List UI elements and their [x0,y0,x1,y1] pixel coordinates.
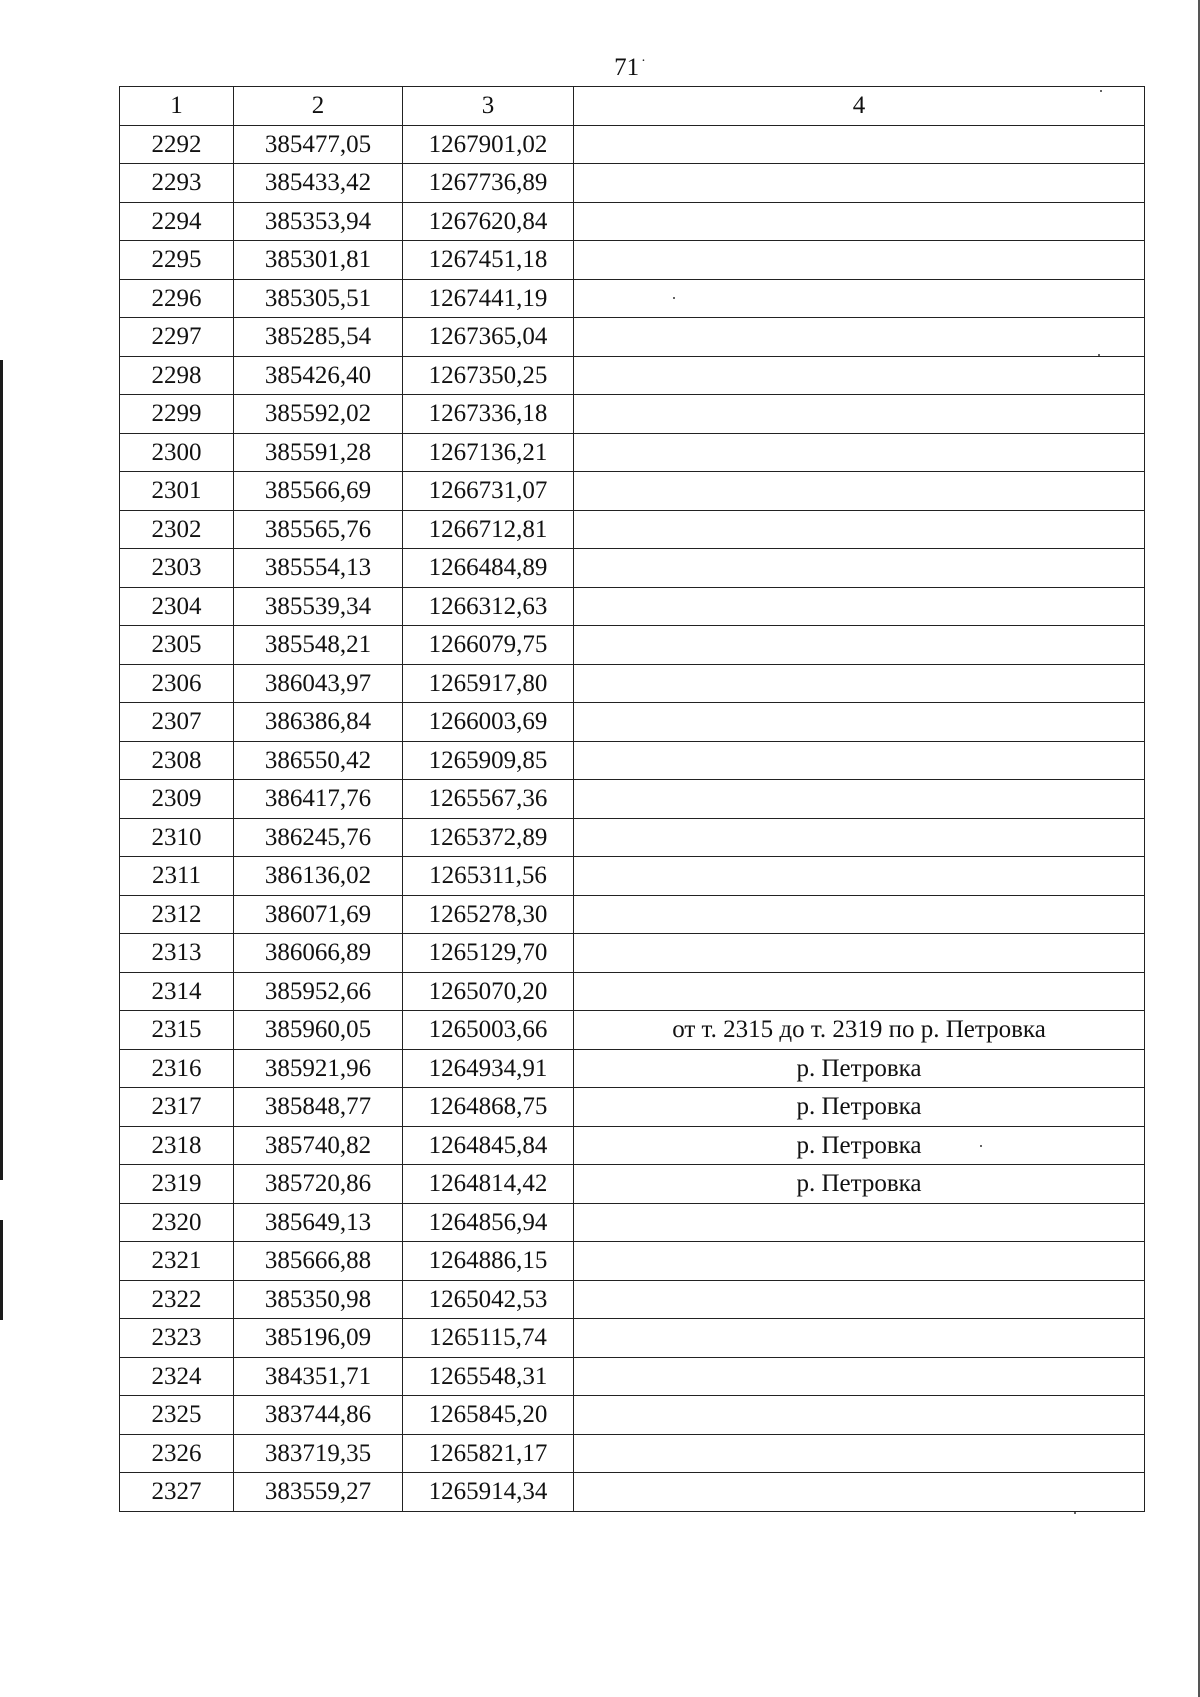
point-number-cell: 2292 [120,125,234,164]
y-coordinate-cell: 1267451,18 [403,241,574,280]
point-number-cell: 2301 [120,472,234,511]
x-coordinate-cell: 385285,54 [234,318,403,357]
y-coordinate-cell: 1265909,85 [403,741,574,780]
table-row [120,318,1145,357]
table-header-row [120,87,1145,126]
x-coordinate-cell: 386043,97 [234,664,403,703]
x-coordinate-cell: 385566,69 [234,472,403,511]
point-number-cell: 2324 [120,1357,234,1396]
y-coordinate-cell: 1265821,17 [403,1434,574,1473]
table-row [120,972,1145,1011]
x-coordinate-cell: 385649,13 [234,1203,403,1242]
description-cell [574,703,1145,742]
y-coordinate-cell: 1266079,75 [403,626,574,665]
point-number-cell: 2298 [120,356,234,395]
x-coordinate-cell: 383744,86 [234,1396,403,1435]
table-row [120,895,1145,934]
y-coordinate-cell: 1264814,42 [403,1165,574,1204]
y-coordinate-cell: 1265042,53 [403,1280,574,1319]
point-number-cell: 2322 [120,1280,234,1319]
description-cell [574,664,1145,703]
point-number-cell: 2313 [120,934,234,973]
point-number-cell: 2296 [120,279,234,318]
description-cell [574,1473,1145,1512]
y-coordinate-cell: 1265070,20 [403,972,574,1011]
y-coordinate-cell: 1265917,80 [403,664,574,703]
table-row [120,741,1145,780]
description-cell: от т. 2315 до т. 2319 по р. Петровка [574,1011,1145,1050]
x-coordinate-cell: 385848,77 [234,1088,403,1127]
x-coordinate-cell: 383559,27 [234,1473,403,1512]
point-number-cell: 2306 [120,664,234,703]
table-row [120,780,1145,819]
x-coordinate-cell: 385921,96 [234,1049,403,1088]
point-number-cell: 2327 [120,1473,234,1512]
y-coordinate-cell: 1267736,89 [403,164,574,203]
y-coordinate-cell: 1267901,02 [403,125,574,164]
description-cell [574,433,1145,472]
table-row [120,1396,1145,1435]
description-cell [574,125,1145,164]
y-coordinate-cell: 1267350,25 [403,356,574,395]
y-coordinate-cell: 1266484,89 [403,549,574,588]
description-cell [574,241,1145,280]
y-coordinate-cell: 1264868,75 [403,1088,574,1127]
table-row [120,1088,1145,1127]
table-row [120,664,1145,703]
page-number-mark: · [641,54,646,69]
y-coordinate-cell: 1267136,21 [403,433,574,472]
table-row [120,1280,1145,1319]
point-number-cell: 2319 [120,1165,234,1204]
table-header [120,87,1145,126]
column-header-1: 1 [120,87,234,126]
table-row [120,125,1145,164]
description-cell [574,356,1145,395]
x-coordinate-cell: 385960,05 [234,1011,403,1050]
table-row [120,1165,1145,1204]
x-coordinate-cell: 386066,89 [234,934,403,973]
description-cell [574,972,1145,1011]
scan-speck [1074,1512,1076,1514]
table-row [120,587,1145,626]
table-row [120,549,1145,588]
description-cell [574,1396,1145,1435]
point-number-cell: 2304 [120,587,234,626]
table-row [120,1357,1145,1396]
table-row [120,1242,1145,1281]
y-coordinate-cell: 1264856,94 [403,1203,574,1242]
description-cell [574,626,1145,665]
table-row [120,934,1145,973]
y-coordinate-cell: 1266003,69 [403,703,574,742]
table-row [120,1319,1145,1358]
description-cell [574,1242,1145,1281]
point-number-cell: 2310 [120,818,234,857]
point-number-cell: 2314 [120,972,234,1011]
page-number-value: 71 [614,54,640,81]
table-row [120,1126,1145,1165]
x-coordinate-cell: 385565,76 [234,510,403,549]
x-coordinate-cell: 383719,35 [234,1434,403,1473]
point-number-cell: 2316 [120,1049,234,1088]
point-number-cell: 2318 [120,1126,234,1165]
description-cell [574,472,1145,511]
table-row [120,1434,1145,1473]
y-coordinate-cell: 1265372,89 [403,818,574,857]
x-coordinate-cell: 385591,28 [234,433,403,472]
x-coordinate-cell: 385548,21 [234,626,403,665]
description-cell: р. Петровка [574,1088,1145,1127]
x-coordinate-cell: 386417,76 [234,780,403,819]
column-header-4: 4 [574,87,1145,126]
scan-edge-left [0,360,3,1180]
description-cell [574,510,1145,549]
x-coordinate-cell: 386071,69 [234,895,403,934]
y-coordinate-cell: 1265548,31 [403,1357,574,1396]
point-number-cell: 2317 [120,1088,234,1127]
description-cell [574,1319,1145,1358]
point-number-cell: 2308 [120,741,234,780]
x-coordinate-cell: 385539,34 [234,587,403,626]
y-coordinate-cell: 1265567,36 [403,780,574,819]
x-coordinate-cell: 385433,42 [234,164,403,203]
x-coordinate-cell: 385740,82 [234,1126,403,1165]
description-cell [574,934,1145,973]
x-coordinate-cell: 385592,02 [234,395,403,434]
table-row [120,1473,1145,1512]
x-coordinate-cell: 386386,84 [234,703,403,742]
description-cell [574,857,1145,896]
y-coordinate-cell: 1267336,18 [403,395,574,434]
point-number-cell: 2303 [120,549,234,588]
table-row [120,433,1145,472]
y-coordinate-cell: 1264886,15 [403,1242,574,1281]
scan-edge-left-lower [0,1220,3,1320]
description-cell [574,587,1145,626]
point-number-cell: 2295 [120,241,234,280]
point-number-cell: 2297 [120,318,234,357]
x-coordinate-cell: 384351,71 [234,1357,403,1396]
point-number-cell: 2311 [120,857,234,896]
x-coordinate-cell: 385426,40 [234,356,403,395]
point-number-cell: 2294 [120,202,234,241]
x-coordinate-cell: 385305,51 [234,279,403,318]
point-number-cell: 2325 [120,1396,234,1435]
table-body [120,125,1145,1511]
x-coordinate-cell: 385554,13 [234,549,403,588]
point-number-cell: 2321 [120,1242,234,1281]
point-number-cell: 2312 [120,895,234,934]
description-cell [574,741,1145,780]
x-coordinate-cell: 386136,02 [234,857,403,896]
description-cell [574,318,1145,357]
y-coordinate-cell: 1266712,81 [403,510,574,549]
table-row [120,241,1145,280]
description-cell [574,202,1145,241]
x-coordinate-cell: 386245,76 [234,818,403,857]
description-cell [574,164,1145,203]
point-number-cell: 2323 [120,1319,234,1358]
y-coordinate-cell: 1265845,20 [403,1396,574,1435]
description-cell: р. Петровка [574,1049,1145,1088]
x-coordinate-cell: 385477,05 [234,125,403,164]
description-cell [574,895,1145,934]
point-number-cell: 2300 [120,433,234,472]
y-coordinate-cell: 1266312,63 [403,587,574,626]
description-cell [574,1203,1145,1242]
column-header-2: 2 [234,87,403,126]
table-row [120,1203,1145,1242]
description-cell [574,1280,1145,1319]
y-coordinate-cell: 1265129,70 [403,934,574,973]
y-coordinate-cell: 1265311,56 [403,857,574,896]
table-row [120,395,1145,434]
table-row [120,703,1145,742]
x-coordinate-cell: 385353,94 [234,202,403,241]
description-cell [574,279,1145,318]
point-number-cell: 2305 [120,626,234,665]
description-cell [574,1357,1145,1396]
point-number-cell: 2302 [120,510,234,549]
y-coordinate-cell: 1264845,84 [403,1126,574,1165]
table-row [120,1049,1145,1088]
y-coordinate-cell: 1265278,30 [403,895,574,934]
description-cell [574,818,1145,857]
y-coordinate-cell: 1265003,66 [403,1011,574,1050]
point-number-cell: 2307 [120,703,234,742]
y-coordinate-cell: 1267441,19 [403,279,574,318]
coordinates-table [119,86,1145,1512]
point-number-cell: 2326 [120,1434,234,1473]
x-coordinate-cell: 385720,86 [234,1165,403,1204]
description-cell [574,780,1145,819]
y-coordinate-cell: 1267620,84 [403,202,574,241]
x-coordinate-cell: 385301,81 [234,241,403,280]
y-coordinate-cell: 1265914,34 [403,1473,574,1512]
y-coordinate-cell: 1267365,04 [403,318,574,357]
point-number-cell: 2293 [120,164,234,203]
y-coordinate-cell: 1265115,74 [403,1319,574,1358]
table-row [120,510,1145,549]
table-row [120,356,1145,395]
table-row [120,818,1145,857]
description-cell [574,395,1145,434]
y-coordinate-cell: 1266731,07 [403,472,574,511]
x-coordinate-cell: 385196,09 [234,1319,403,1358]
point-number-cell: 2320 [120,1203,234,1242]
x-coordinate-cell: 385952,66 [234,972,403,1011]
table-row [120,626,1145,665]
description-cell: р. Петровка [574,1165,1145,1204]
x-coordinate-cell: 386550,42 [234,741,403,780]
description-cell [574,549,1145,588]
page-number [0,54,1200,82]
table-row [120,279,1145,318]
table-row [120,164,1145,203]
description-cell [574,1434,1145,1473]
point-number-cell: 2299 [120,395,234,434]
table-row [120,472,1145,511]
x-coordinate-cell: 385350,98 [234,1280,403,1319]
table-row [120,857,1145,896]
point-number-cell: 2315 [120,1011,234,1050]
table-row [120,202,1145,241]
point-number-cell: 2309 [120,780,234,819]
y-coordinate-cell: 1264934,91 [403,1049,574,1088]
x-coordinate-cell: 385666,88 [234,1242,403,1281]
description-cell: р. Петровка [574,1126,1145,1165]
table-row [120,1011,1145,1050]
column-header-3: 3 [403,87,574,126]
